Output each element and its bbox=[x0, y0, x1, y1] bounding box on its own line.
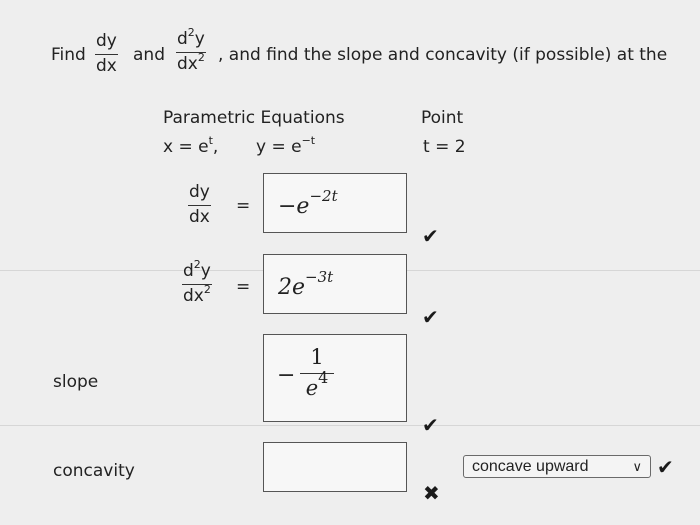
concavity-incorrect-icon: ✖ bbox=[423, 481, 440, 505]
slope-correct-icon: ✔ bbox=[422, 413, 439, 437]
prompt-text: , and find the slope and concavity (if possible) at the bbox=[218, 45, 668, 65]
first-derivative-answer-input[interactable] bbox=[263, 173, 407, 233]
answer-base: −e bbox=[278, 194, 310, 219]
chevron-down-icon: ∨ bbox=[632, 458, 642, 474]
second-derivative-equals: = bbox=[236, 277, 251, 297]
y-equation-exponent: −t bbox=[301, 134, 316, 147]
fraction-denominator: $dx^2$ bbox=[183, 283, 211, 306]
slope-answer-input[interactable] bbox=[263, 334, 407, 422]
fraction-bar bbox=[95, 54, 118, 55]
answer-base: 2e bbox=[278, 275, 306, 300]
answer-exponent: −3t bbox=[305, 268, 334, 286]
fraction-numerator: dy bbox=[189, 182, 210, 202]
prompt-dy-dx-fraction bbox=[95, 33, 118, 75]
first-derivative-equals: = bbox=[236, 196, 251, 216]
fraction-bar bbox=[188, 205, 211, 206]
answer-exponent: −2t bbox=[309, 187, 338, 205]
concavity-label: concavity bbox=[53, 461, 135, 481]
second-derivative-fraction bbox=[182, 258, 212, 306]
parametric-equations-header: Parametric Equations bbox=[163, 108, 345, 128]
point-value: t = 2 bbox=[423, 137, 466, 157]
fraction-numerator: $d^2y$ bbox=[177, 26, 205, 49]
first-derivative-correct-icon: ✔ bbox=[422, 224, 439, 248]
grid-line bbox=[0, 425, 700, 426]
fraction-numerator: dy bbox=[96, 31, 117, 51]
slope-label: slope bbox=[53, 372, 99, 392]
concavity-dropdown-value: concave upward bbox=[472, 457, 589, 475]
fraction-numerator: $d^2y$ bbox=[183, 258, 211, 281]
concavity-dropdown-correct-icon: ✔ bbox=[657, 455, 674, 479]
x-equation: $x = e^t$, bbox=[163, 134, 219, 157]
fraction-denominator: dx bbox=[189, 207, 210, 227]
fraction-denominator: $e^4$ bbox=[305, 368, 329, 400]
first-derivative-answer bbox=[278, 187, 338, 219]
slope-answer-fraction bbox=[300, 347, 334, 399]
fraction-numerator: 1 bbox=[310, 345, 324, 369]
prompt-find-label: Find bbox=[51, 45, 86, 65]
fraction-denominator: $dx^2$ bbox=[177, 51, 205, 74]
x-equation-text: x = e bbox=[163, 137, 209, 157]
fraction-denominator: dx bbox=[96, 56, 117, 76]
fraction-bar bbox=[300, 373, 334, 374]
y-equation bbox=[256, 134, 316, 157]
y-equation-text: y = e bbox=[256, 137, 302, 157]
first-derivative-fraction bbox=[188, 184, 211, 226]
prompt-and-label: and bbox=[133, 45, 165, 65]
point-header: Point bbox=[421, 108, 464, 128]
x-equation-exponent: t bbox=[208, 134, 213, 147]
second-derivative-answer bbox=[278, 268, 334, 300]
concavity-answer-input[interactable] bbox=[263, 442, 407, 492]
second-derivative-answer-input[interactable] bbox=[263, 254, 407, 314]
second-derivative-correct-icon: ✔ bbox=[422, 305, 439, 329]
slope-answer-sign: − bbox=[277, 363, 296, 388]
prompt-d2y-dx2-fraction bbox=[176, 26, 206, 74]
concavity-dropdown[interactable] bbox=[463, 455, 651, 478]
